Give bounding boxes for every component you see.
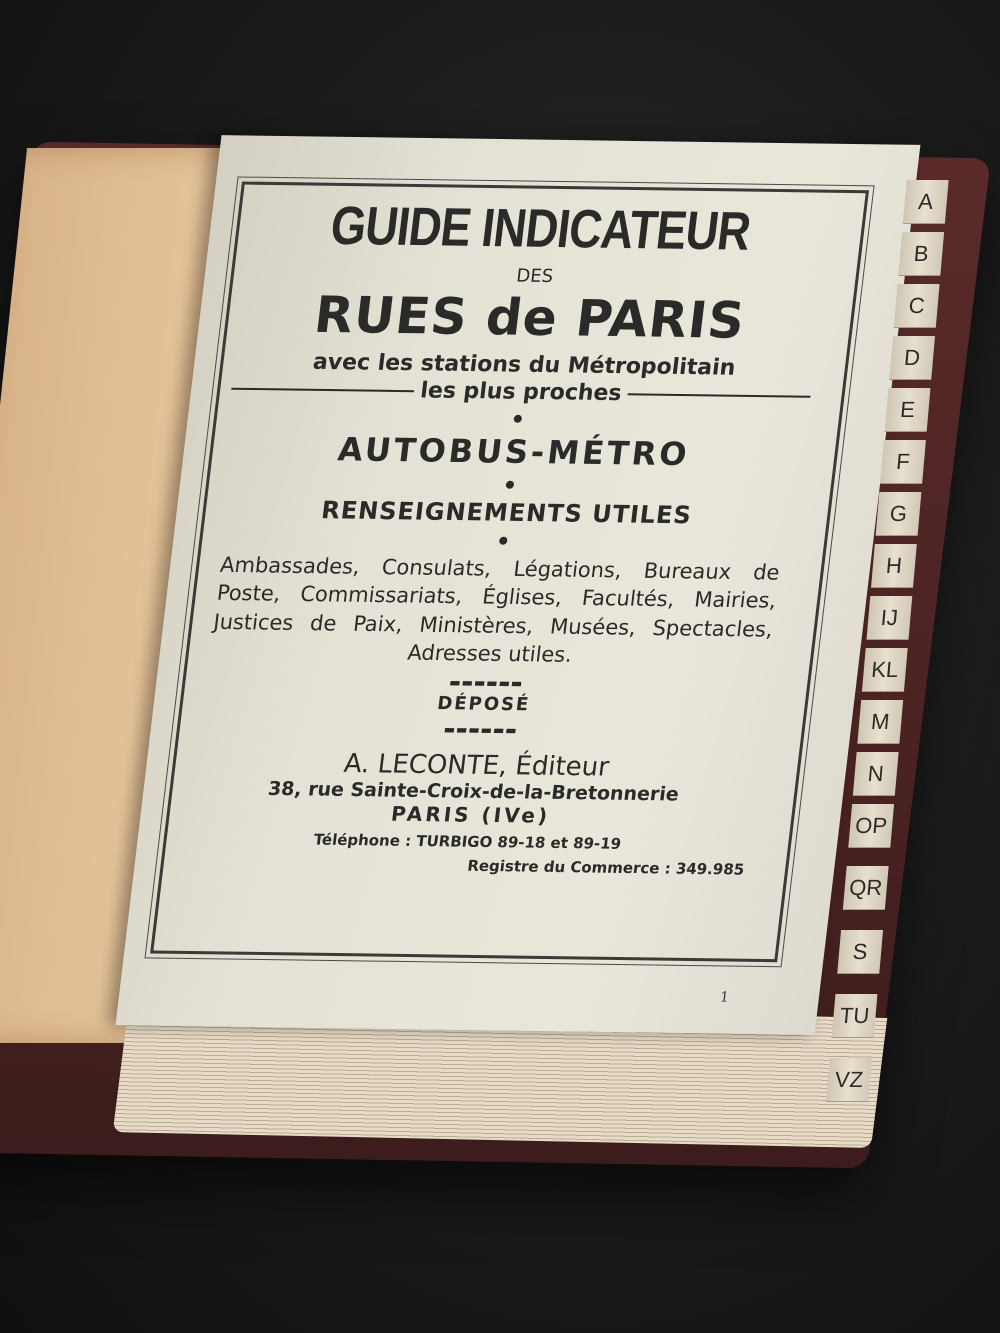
des-label: DES — [515, 265, 555, 288]
index-tab[interactable]: C — [894, 284, 940, 328]
index-tab[interactable]: KL — [862, 648, 908, 692]
index-tab[interactable]: D — [889, 336, 935, 380]
index-tab[interactable]: QR — [843, 866, 889, 910]
index-tab[interactable]: F — [880, 440, 926, 484]
index-tab[interactable]: M — [857, 700, 903, 744]
index-tab[interactable]: S — [837, 930, 883, 974]
rule-left — [231, 387, 414, 392]
registry-number: Registre du Commerce : 349.985 — [466, 857, 746, 879]
publisher-phone: Téléphone : TURBIGO 89-18 et 89-19 — [312, 830, 623, 854]
subtitle-line-1: avec les stations du Métropolitain — [311, 349, 737, 381]
publisher-name: A. LECONTE, Éditeur — [342, 749, 611, 783]
publisher-city: PARIS (IVe) — [389, 801, 552, 829]
contents-list: Ambassades, Consulats, Légations, Bureaux de Poste, Commissariats, Églises, Facultés, Mairies, Justices de Paix, Ministères, Musées, Spectacles, Adresses utiles. — [212, 552, 781, 667]
publisher-address: 38, rue Sainte-Croix-de-la-Bretonnerie — [266, 778, 680, 806]
index-tab[interactable]: VZ — [826, 1058, 872, 1102]
subject-title: RUES de PARIS — [311, 285, 749, 350]
title-page-content — [174, 190, 834, 879]
index-tab[interactable]: A — [903, 180, 949, 224]
index-tab[interactable]: B — [898, 232, 944, 276]
page-number: 1 — [719, 989, 730, 1006]
index-tab[interactable]: IJ — [866, 596, 912, 640]
section-renseignements: RENSEIGNEMENTS UTILES — [319, 496, 694, 530]
bullet-dot — [505, 481, 514, 489]
dash-divider-bottom: ▬▬▬▬▬▬ — [442, 722, 519, 738]
index-tab[interactable]: H — [871, 544, 917, 588]
index-tab[interactable]: E — [885, 388, 931, 432]
index-tab[interactable]: TU — [832, 994, 878, 1038]
bullet-dot — [513, 415, 522, 423]
title-page — [116, 135, 921, 1035]
depose-label: DÉPOSÉ — [436, 693, 532, 716]
index-tab[interactable]: N — [853, 752, 899, 796]
subtitle-line-2-row — [230, 376, 812, 409]
bullet-dot — [499, 537, 508, 545]
index-tab[interactable]: G — [876, 492, 922, 536]
subtitle-line-2: les plus proches — [418, 378, 623, 407]
page-title: GUIDE INDICATEUR — [327, 195, 754, 262]
dash-divider-top: ▬▬▬▬▬▬ — [448, 675, 525, 691]
index-tab[interactable]: OP — [848, 804, 894, 848]
section-autobus-metro: AUTOBUS-MÉTRO — [335, 430, 692, 474]
rule-right — [627, 393, 810, 398]
